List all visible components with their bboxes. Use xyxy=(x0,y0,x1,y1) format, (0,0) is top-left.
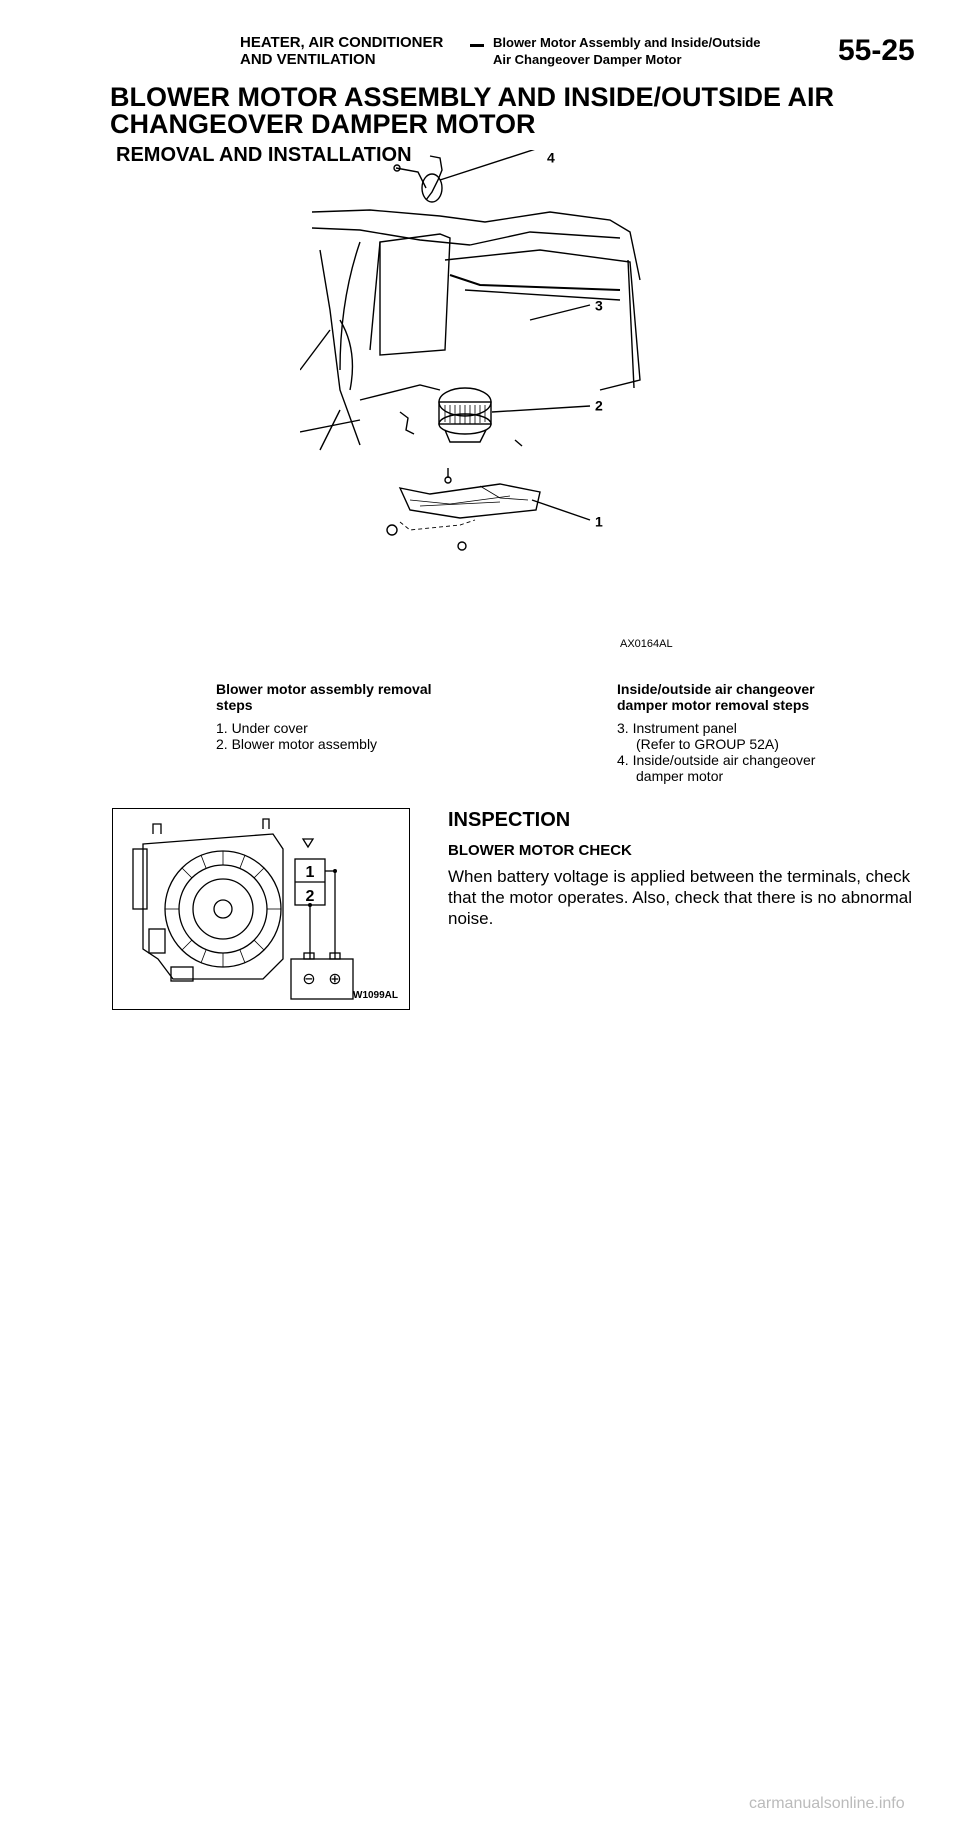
page-title-line2: CHANGEOVER DAMPER MOTOR xyxy=(110,109,536,139)
list-item: 4. Inside/outside air changeover xyxy=(617,752,816,768)
page-number: 55-25 xyxy=(838,34,915,67)
blower-steps-heading-line1: Blower motor assembly removal xyxy=(216,681,432,697)
terminal-1-label: 1 xyxy=(305,864,315,881)
minus-icon: ⊖ xyxy=(302,969,316,988)
blower-motor-check-figure xyxy=(112,808,410,1010)
blower-motor-check-diagram xyxy=(113,809,409,1009)
topic-title-line1: Blower Motor Assembly and Inside/Outside xyxy=(493,35,761,50)
figure-code-2: W1099AL xyxy=(353,990,399,1001)
callout-3: 3 xyxy=(595,297,603,314)
damper-steps-heading-line2: damper motor removal steps xyxy=(617,697,810,713)
inspection-line: noise. xyxy=(448,909,494,928)
list-item: 2. Blower motor assembly xyxy=(216,736,378,752)
inspection-line: When battery voltage is applied between the terminals, check xyxy=(448,867,911,886)
list-item: (Refer to GROUP 52A) xyxy=(636,736,779,752)
callout-1: 1 xyxy=(595,513,603,530)
inspection-subheading: BLOWER MOTOR CHECK xyxy=(448,842,632,859)
list-item: 1. Under cover xyxy=(216,720,308,736)
watermark: carmanualsonline.info xyxy=(749,1795,905,1812)
blower-steps-heading-line2: steps xyxy=(216,697,253,713)
page-title xyxy=(110,84,910,138)
terminal-2-label: 2 xyxy=(305,888,315,905)
plus-icon: ⊕ xyxy=(328,969,342,988)
inspection-body xyxy=(448,866,913,929)
section-title-line2: AND VENTILATION xyxy=(240,51,376,68)
inspection-heading: INSPECTION xyxy=(448,809,571,831)
page-title-line1: BLOWER MOTOR ASSEMBLY AND INSIDE/OUTSIDE AIR xyxy=(110,82,835,112)
damper-steps-heading-line1: Inside/outside air changeover xyxy=(617,681,815,697)
list-item: damper motor xyxy=(636,768,724,784)
callout-4: 4 xyxy=(547,150,555,166)
figure-code: AX0164AL xyxy=(620,638,673,650)
list-item: 3. Instrument panel xyxy=(617,720,737,736)
topic-title-line2: Air Changeover Damper Motor xyxy=(493,52,682,67)
topic-title xyxy=(493,34,813,68)
damper-removal-steps xyxy=(617,681,877,784)
blower-removal-steps xyxy=(216,681,476,752)
section-title-line1: HEATER, AIR CONDITIONER xyxy=(240,34,444,51)
callout-2: 2 xyxy=(595,397,603,414)
section-title xyxy=(240,34,460,68)
header-dash xyxy=(470,44,484,47)
inspection-line: that the motor operates. Also, check that there is no abnormal xyxy=(448,888,912,907)
removal-installation-diagram xyxy=(300,150,720,660)
section-heading: REMOVAL AND INSTALLATION xyxy=(116,144,412,166)
